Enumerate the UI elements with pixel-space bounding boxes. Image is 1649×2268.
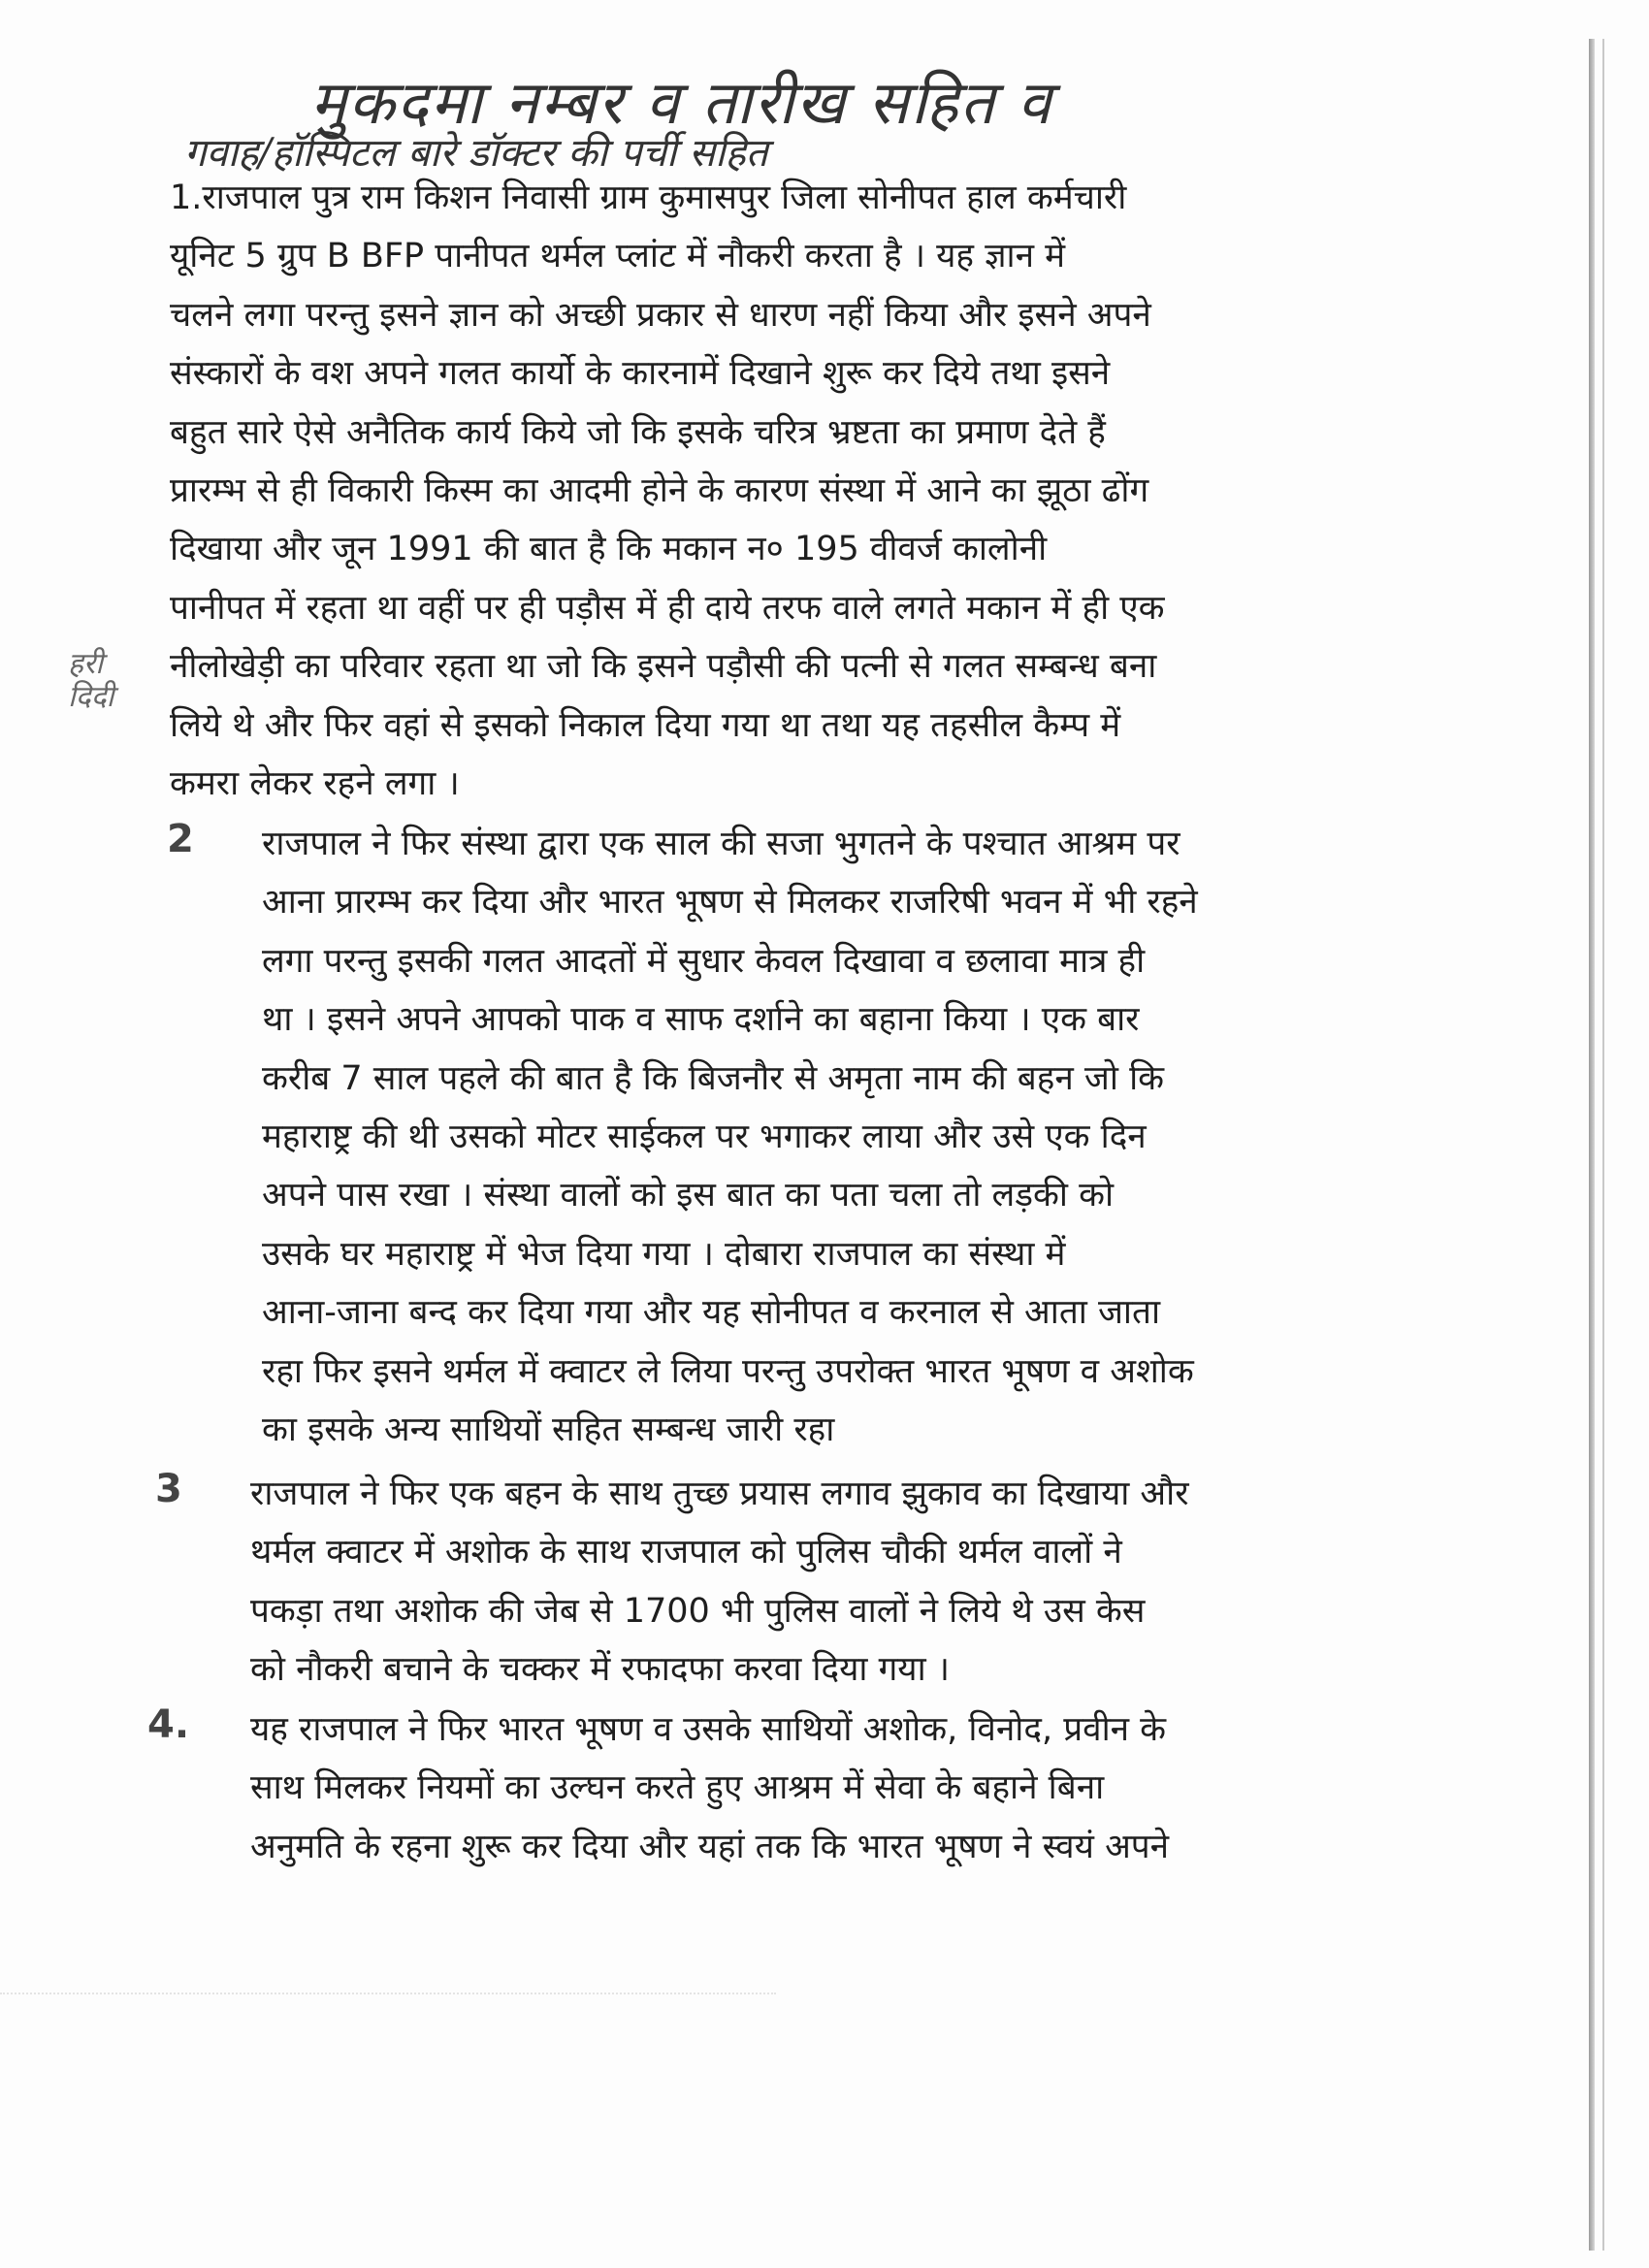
paragraph-line: राजपाल ने फिर संस्था द्वारा एक साल की सजा भुगतने के पश्चात आश्रम पर [262,825,1180,863]
paragraph-line: राजपाल ने फिर एक बहन के साथ तुच्छ प्रयास लगाव झुकाव का दिखाया और [250,1474,1189,1513]
page-edge-line [1602,39,1604,2251]
paragraph-line: थर्मल क्वाटर में अशोक के साथ राजपाल को पुलिस चौकी थर्मल वालों ने [250,1533,1122,1572]
paragraph-line: यूनिट 5 ग्रुप B BFP पानीपत थर्मल प्लांट में नौकरी करता है । यह ज्ञान में [170,237,1066,276]
faint-scan-line [0,1993,776,1994]
paragraph-line: करीब 7 साल पहले की बात है कि बिजनौर से अमृता नाम की बहन जो कि [262,1058,1165,1098]
paragraph-line: पकड़ा तथा अशोक की जेब से 1700 भी पुलिस वालों ने लिये थे उस केस [250,1591,1146,1631]
paragraph-line: को नौकरी बचाने के चक्कर में रफादफा करवा दिया गया । [250,1650,951,1690]
paragraph-line: कमरा लेकर रहने लगा । [170,764,460,804]
paragraph-line: साथ मिलकर नियमों का उल्घन करते हुए आश्रम में सेवा के बहाने बिना [250,1768,1105,1808]
paragraph-line: लिये थे और फिर वहां से इसको निकाल दिया गया था तथा यह तहसील कैम्प में [170,705,1121,745]
paragraph-2 [262,815,1523,1459]
paragraph-line: लगा परन्तु इसकी गलत आदतों में सुधार केवल दिखावा व छलावा मात्र ही [262,941,1146,981]
paragraph-line: का इसके अन्य साथियों सहित सम्बन्ध जारी रहा [262,1410,835,1450]
paragraph-line: दिखाया और जून 1991 की बात है कि मकान न० 195 वीवर्ज कालोनी [170,530,1048,569]
paragraph-line: चलने लगा परन्तु इसने ज्ञान को अच्छी प्रकार से धारण नहीं किया और इसने अपने [170,295,1151,335]
paragraph-line: उसके घर महाराष्ट्र में भेज दिया गया । दोबारा राजपाल का संस्था में [262,1234,1066,1274]
paragraph-line: अनुमति के रहना शुरू कर दिया और यहां तक कि भारत भूषण ने स्वयं अपने [250,1827,1170,1866]
paragraph-line: प्रारम्भ से ही विकारी किस्म का आदमी होने के कारण संस्था में आने का झूठा ढोंग [170,471,1149,511]
paragraph-line: आना-जाना बन्द कर दिया गया और यह सोनीपत व करनाल से आता जाता [262,1293,1161,1333]
paragraph-1 [170,169,1508,813]
handwritten-heading: मुकदमा नम्बर व तारीख सहित व [310,67,1053,138]
paragraph-line: था । इसने अपने आपको पाक व साफ दर्शाने का बहाना किया । एक बार [262,1000,1140,1040]
paragraph-line: महाराष्ट्र की थी उसको मोटर साईकल पर भगाकर लाया और उसे एक दिन [262,1118,1147,1157]
paragraph-3 [250,1465,1521,1700]
paragraph-4 [250,1701,1521,1876]
paragraph-line: नीलोखेड़ी का परिवार रहता था जो कि इसने पड़ौसी की पत्नी से गलत सम्बन्ध बना [170,647,1157,687]
handwritten-subheading: गवाह/हॉस्पिटल बारे डॉक्टर की पर्ची सहित [184,131,768,176]
paragraph-line: यह राजपाल ने फिर भारत भूषण व उसके साथियों अशोक, विनोद, प्रवीन के [250,1710,1167,1749]
paragraph-line: संस्कारों के वश अपने गलत कार्यो के कारनामें दिखाने शुरू कर दिये तथा इसने [170,354,1111,394]
paragraph-number-4: 4. [147,1702,190,1747]
paragraph-line: पानीपत में रहता था वहीं पर ही पड़ौस में ही दाये तरफ वाले लगते मकान में ही एक [170,588,1165,628]
paragraph-number-3: 3 [155,1467,182,1511]
paragraph-line: आना प्रारम्भ कर दिया और भारत भूषण से मिलकर राजरिषी भवन में भी रहने [262,883,1198,923]
paragraph-line: अपने पास रखा । संस्था वालों को इस बात का पता चला तो लड़की को [262,1176,1115,1215]
paragraph-line: 1.राजपाल पुत्र राम किशन निवासी ग्राम कुमासपुर जिला सोनीपत हाल कर्मचारी [170,178,1127,217]
paragraph-line: बहुत सारे ऐसे अनैतिक कार्य किये जो कि इसके चरित्र भ्रष्टता का प्रमाण देते हैं [170,412,1106,452]
paragraph-line: रहा फिर इसने थर्मल में क्वाटर ले लिया परन्तु उपरोक्त भारत भूषण व अशोक [262,1351,1194,1391]
page-edge-shadow [1589,39,1595,2251]
paragraph-number-2: 2 [167,817,194,861]
handwritten-margin-note: हरी दिदी [68,647,114,714]
